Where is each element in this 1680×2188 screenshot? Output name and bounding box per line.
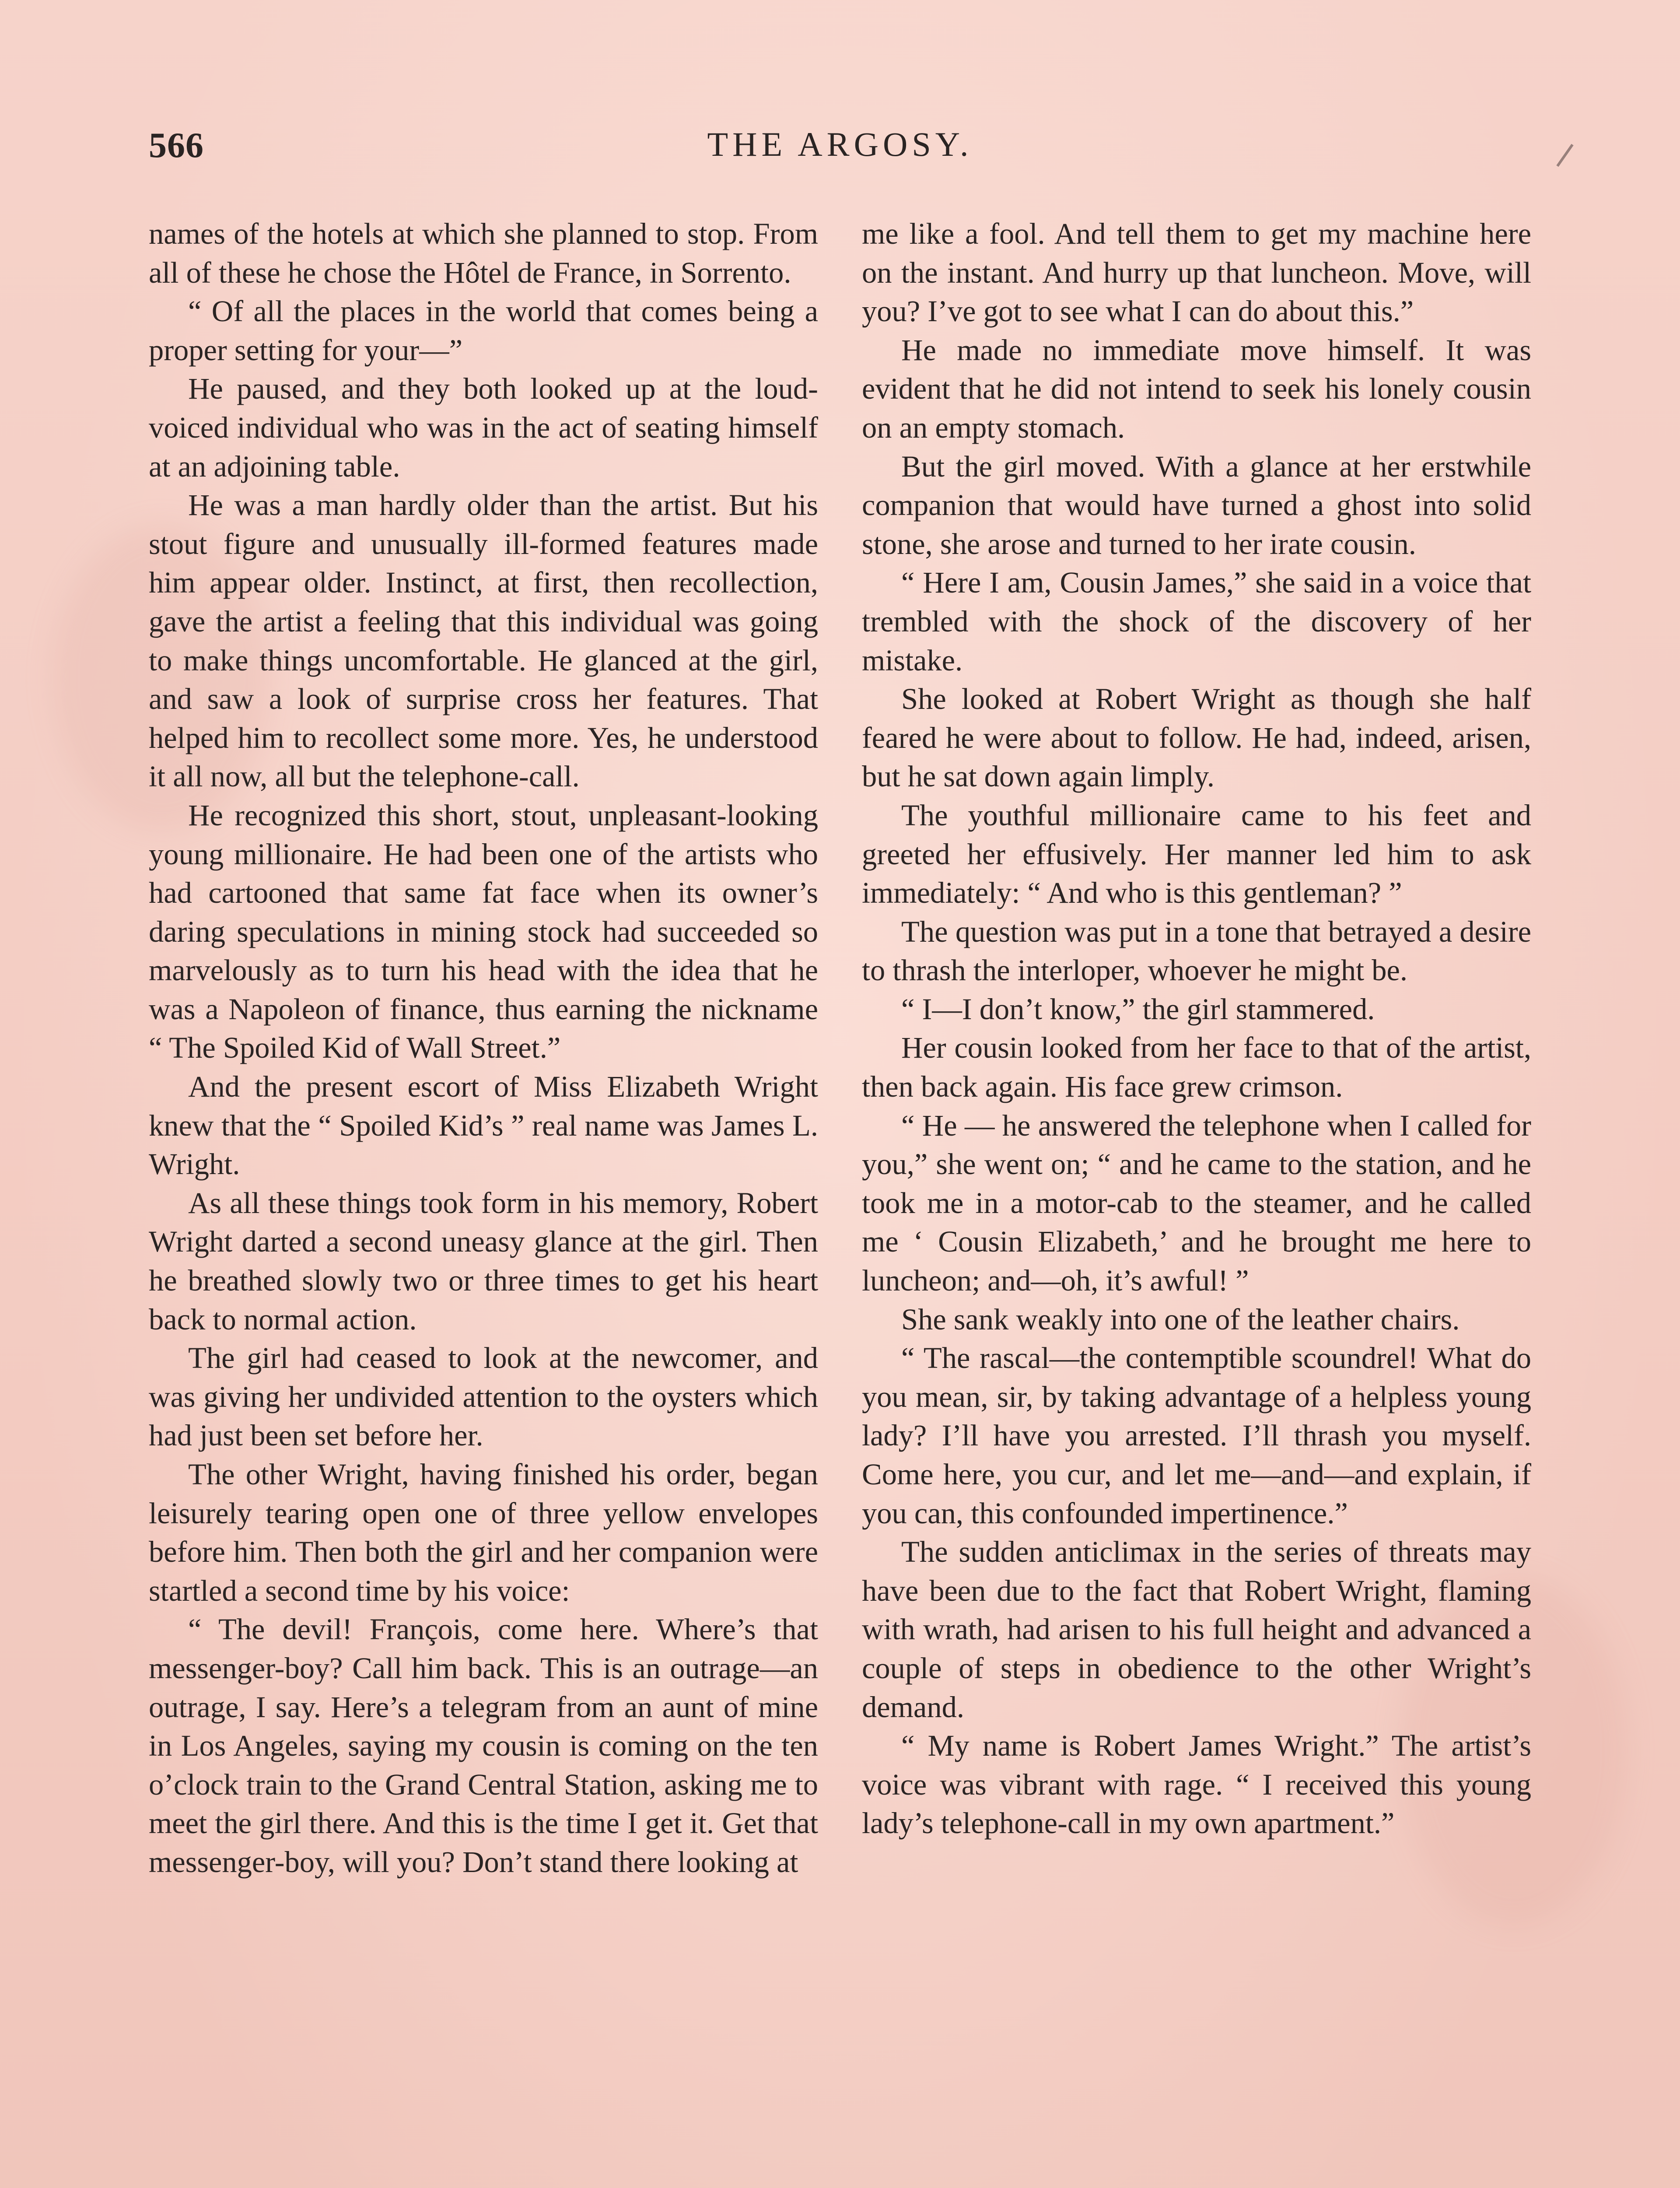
paragraph: The sudden anticlimax in the series of threats may have been due to the fact that Robert Wright, flaming with wrath, had arisen to his full height and advanced a couple of steps in obedience to the other Wright’s demand.: [862, 1535, 1531, 1724]
right-column: [862, 214, 1531, 1843]
paragraph: The other Wright, having finished his order, began leisurely tearing open one of three yellow envelopes before him. Then both the girl and her companion were startled a second time by his voice:: [149, 1458, 818, 1607]
paragraph: He recognized this short, stout, unpleasant-looking young millionaire. He had been one of the artists who had cartooned that same fat face when its owner’s daring speculations in mining stock had succeeded so marvelously as to turn his head with the idea that he was a Napoleon of finance, thus earning the nickname “ The Spoiled Kid of Wall Street.”: [149, 798, 818, 1065]
paragraph: Her cousin looked from her face to that of the artist, then back again. His face grew crimson.: [862, 1031, 1531, 1104]
paragraph: “ I—I don’t know,” the girl stammered.: [901, 992, 1375, 1026]
paragraph: He was a man hardly older than the artist. But his stout figure and unusually ill-formed features made him appear older. Instinct, at first, then recollection, gave the artist a feeling that this individual was going to make things uncomfortable. He glanced at the girl, and saw a look of surprise cross her features. That helped him to recollect some more. Yes, he understood it all now, all but the telephone-call.: [149, 488, 818, 793]
paragraph: “ The rascal—the contemptible scoundrel! What do you mean, sir, by taking advantage of a helpless young lady? I’ll have you arrested. I’ll thrash you myself. Come here, you cur, and let me—and—and explain, if you can, this confounded impertinence.”: [862, 1341, 1531, 1530]
paragraph: “ My name is Robert James Wright.” The artist’s voice was vibrant with rage. “ I received this young lady’s telephone-call in my own apartment.”: [862, 1729, 1531, 1840]
paragraph: He made no immediate move himself. It was evident that he did not intend to seek his lonely cousin on an empty stomach.: [862, 333, 1531, 444]
paragraph: But the girl moved. With a glance at her erstwhile companion that would have turned a ghost into solid stone, she arose and turned to her irate cousin.: [862, 449, 1531, 561]
page-number: 566: [149, 125, 204, 165]
paragraph: She sank weakly into one of the leather chairs.: [901, 1302, 1460, 1336]
paragraph: “ The devil! François, come here. Where’s that messenger-boy? Call him back. This is an outrage—an outrage, I say. Here’s a telegram from an aunt of mine in Los Angeles, saying my cousin is coming on the ten o’clock train to the Grand Central Station, asking me to meet the girl there. And this is the time I get it. Get that messenger-boy, will you? Don’t stand there looking at: [149, 1613, 818, 1879]
paragraph: “ Of all the places in the world that comes being a proper setting for your—”: [149, 295, 818, 367]
paragraph: names of the hotels at which she planned to stop. From all of these he chose the Hôtel de France, in Sorrento.: [149, 217, 818, 289]
paragraph: The question was put in a tone that betrayed a desire to thrash the interloper, whoever he might be.: [862, 915, 1531, 987]
paragraph: “ He — he answered the telephone when I called for you,” she went on; “ and he came to the station, and he took me in a motor-cab to the steamer, and he called me ‘ Cousin Elizabeth,’ and he brought me here to luncheon; and—oh, it’s awful! ”: [862, 1108, 1531, 1297]
paragraph: As all these things took form in his memory, Robert Wright darted a second uneasy glance at the girl. Then he breathed slowly two or three times to get his heart back to normal action.: [149, 1186, 818, 1336]
paragraph: me like a fool. And tell them to get my machine here on the instant. And hurry up that luncheon. Move, will you? I’ve got to see what I can do about this.”: [862, 217, 1531, 328]
pen-mark: [1556, 144, 1573, 167]
paragraph: She looked at Robert Wright as though she half feared he were about to follow. He had, indeed, arisen, but he sat down again limply.: [862, 682, 1531, 793]
running-head: THE ARGOSY.: [707, 125, 973, 163]
paragraph: And the present escort of Miss Elizabeth Wright knew that the “ Spoiled Kid’s ” real name was James L. Wright.: [149, 1070, 818, 1181]
paragraph: “ Here I am, Cousin James,” she said in a voice that trembled with the shock of the discovery of her mistake.: [862, 566, 1531, 677]
left-column: [149, 214, 818, 1882]
page-header: [149, 125, 1531, 182]
paragraph: The girl had ceased to look at the newcomer, and was giving her undivided attention to the oysters which had just been set before her.: [149, 1341, 818, 1452]
paragraph: He paused, and they both looked up at the loud-voiced individual who was in the act of seating himself at an adjoining table.: [149, 372, 818, 483]
paragraph: The youthful millionaire came to his feet and greeted her effusively. Her manner led him to ask immediately: “ And who is this gentleman? ”: [862, 798, 1531, 910]
text-columns: [149, 214, 1531, 2188]
